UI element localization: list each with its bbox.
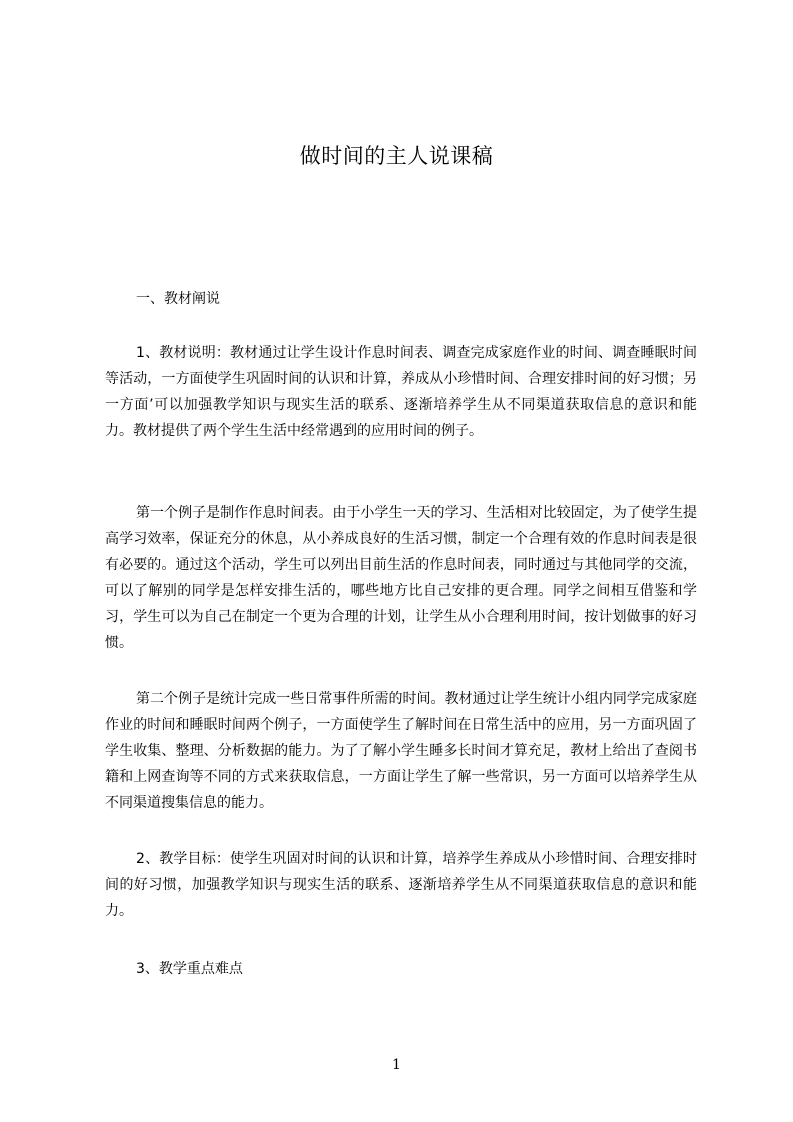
paragraph-textbook-description: 1、教材说明：教材通过让学生设计作息时间表、调查完成家庭作业的时间、调查睡眠时间等活动，一方面使学生巩固时间的认识和计算，养成从小珍惜时间、合理安排时间的好习惯；另一方面’可以加强教学知识与现实生活的联系、逐渐培养学生从不同渠道获取信息的意识和能力。教材提供了两个学生生活中经常遇到的应用时间的例子。: [105, 345, 697, 439]
page-number: 1: [392, 1057, 401, 1073]
paragraph-example-one: 第一个例子是制作作息时间表。由于小学生一天的学习、生活相对比较固定，为了使学生提高学习效率，保证充分的休息，从小养成良好的生活习惯，制定一个合理有效的作息时间表是很有必要的。通过这个活动，学生可以列出目前生活的作息时间表，同时通过与其他同学的交流，可以了解别的同学是怎样安排生活的，哪些地方比自己安排的更合理。同学之间相互借鉴和学习，学生可以为自己在制定一个更为合理的计划，让学生从小合理利用时间，按计划做事的好习惯。: [105, 505, 697, 651]
paragraph-teaching-goals: 2、教学目标：使学生巩固对时间的认识和计算，培养学生养成从小珍惜时间、合理安排时间的好习惯，加强教学知识与现实生活的联系、逐渐培养学生从不同渠道获取信息的意识和能力。: [105, 851, 697, 919]
paragraph-example-two: 第二个例子是统计完成一些日常事件所需的时间。教材通过让学生统计小组内同学完成家庭作业的时间和睡眠时间两个例子，一方面使学生了解时间在日常生活中的应用，另一方面巩固了学生收集、整理、分析数据的能力。为了了解小学生睡多长时间才算充足，教材上给出了查阅书籍和上网查询等不同的方式来获取信息，一方面让学生了解一些常识，另一方面可以培养学生从不同渠道搜集信息的能力。: [105, 691, 697, 811]
section-heading-key-points: 3、教学重点难点: [136, 961, 243, 977]
section-heading-textbook: 一、教材阐说: [136, 291, 220, 307]
document-title: 做时间的主人说课稿: [299, 144, 494, 168]
